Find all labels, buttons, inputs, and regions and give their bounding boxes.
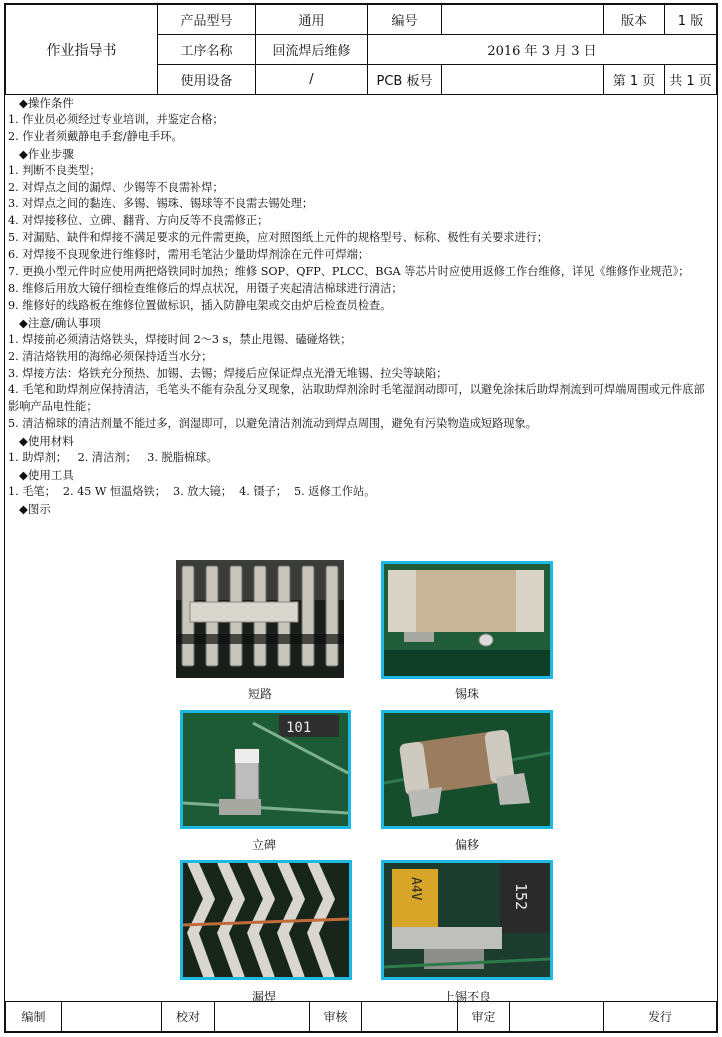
figure-tombstone-photo: [180, 710, 351, 829]
issue-label: 发行: [604, 1002, 717, 1032]
figure-missing-solder-photo: [180, 860, 352, 980]
step-item: 1. 判断不良类型；: [8, 163, 101, 177]
notes-title: ◆注意/确认事项: [19, 315, 101, 330]
pcb-value: [442, 65, 604, 95]
note-item: 4. 毛笔和助焊剂应保持清洁，毛笔头不能有杂乱分叉现象，沾取助焊剂涂时毛笔湿润动即可，以避免涂抹后助焊剂流到可焊端周围或元件底部影响产品电性能；: [8, 383, 705, 414]
page-total: 共 1 页: [665, 65, 717, 95]
step-item: 9. 维修好的线路板在维修位置做标识，插入防静电架或交由炉后检查员检查。: [8, 298, 392, 312]
materials-list: 1. 助焊剂； 2. 清洁剂； 3. 脱脂棉球。: [8, 451, 218, 465]
condition-item: 1. 作业员必须经过专业培训，并鉴定合格；: [8, 112, 224, 126]
figure-solder-ball-photo: [381, 561, 553, 679]
number-label: 编号: [368, 5, 442, 35]
review-value: [362, 1002, 458, 1032]
process-value: 回流焊后维修: [256, 35, 368, 65]
instruction-body: [5, 95, 716, 1004]
figure-caption: 上锡不良: [442, 990, 491, 1004]
figure-short-circuit-photo: [176, 560, 344, 678]
document-frame: [4, 3, 718, 1033]
step-item: 6. 对焊接不良现象进行维修时，需用毛笔沾少量助焊剂涂在元件可焊端；: [8, 248, 370, 262]
steps-title: ◆作业步骤: [19, 146, 74, 161]
note-item: 5. 清洁棉球的清洁剂量不能过多，润湿即可，以避免清洁剂流动到焊点周围，避免有污染物造成短路现象。: [8, 417, 537, 431]
step-item: 7. 更换小型元件时应使用两把烙铁同时加热；维修 SOP、QFP、PLCC、BGA 等芯片时应使用返修工作台维修，详见《维修作业规范》；: [8, 265, 690, 279]
review-label: 审核: [310, 1002, 362, 1032]
step-item: 5. 对漏贴、缺件和焊接不满足要求的元件需更换，应对照图纸上元件的规格型号、标称、极性有关要求进行；: [8, 231, 549, 245]
tools-list: 1. 毛笔； 2. 45 W 恒温烙铁； 3. 放大镜； 4. 镊子； 5. 返修工作站。: [8, 484, 376, 498]
check-label: 校对: [162, 1002, 215, 1032]
figure-caption: 锡珠: [454, 687, 479, 701]
figure-caption: 立碑: [251, 838, 276, 852]
process-label: 工序名称: [158, 35, 256, 65]
figure-offset-photo: [381, 710, 553, 829]
page-current: 第 1 页: [604, 65, 665, 95]
approve-value: [510, 1002, 604, 1032]
figure-caption: 漏焊: [251, 990, 276, 1004]
approve-label: 审定: [458, 1002, 510, 1032]
skew-marking-2: 152: [512, 883, 530, 911]
figure-caption: 短路: [247, 687, 272, 701]
solder-ball-illustration: [384, 564, 550, 676]
header-table: [5, 4, 717, 95]
step-item: 3. 对焊点之间的黏连、多锡、锡珠、锡球等不良需去锡处理；: [8, 197, 314, 211]
figures-title: ◆图示: [19, 501, 51, 516]
pcb-label: PCB 板号: [368, 65, 442, 95]
model-value: 通用: [256, 5, 368, 35]
missing-solder-illustration: [183, 863, 349, 977]
step-item: 8. 维修后用放大镜仔细检查维修后的焊点状况，用镊子夹起清洁棉球进行清洁；: [8, 281, 403, 295]
step-item: 2. 对焊点之间的漏焊、少锡等不良需补焊；: [8, 180, 224, 194]
conditions-title: ◆操作条件: [19, 96, 74, 110]
approval-table: [5, 1001, 717, 1032]
version-label: 版本: [604, 5, 665, 35]
offset-illustration: [384, 713, 550, 826]
step-item: 4. 对焊接移位、立碑、翻背、方向反等不良需修正；: [8, 214, 269, 228]
condition-item: 2. 作业者须戴静电手套/静电手环。: [8, 129, 183, 143]
poor-tinning-illustration: [384, 863, 550, 977]
materials-title: ◆使用材料: [19, 434, 74, 449]
tombstone-illustration: [183, 713, 348, 826]
skew-marking: A4V: [408, 877, 423, 901]
date-value: 2016 年 3 月 3 日: [368, 35, 717, 65]
note-item: 2. 清洁烙铁用的海绵必须保持适当水分；: [8, 349, 213, 363]
compile-label: 编制: [6, 1002, 62, 1032]
equipment-value: /: [256, 65, 368, 95]
figure-poor-tinning-photo: [381, 860, 553, 980]
compile-value: [62, 1002, 162, 1032]
check-value: [215, 1002, 310, 1032]
equipment-label: 使用设备: [158, 65, 256, 95]
doc-title: 作业指导书: [6, 5, 158, 95]
number-value: [442, 5, 604, 35]
tombstone-marking: 101: [286, 720, 312, 736]
note-item: 3. 焊接方法：烙铁充分预热、加锡、去锡；焊接后应保证焊点光滑无堆锡、拉尖等缺陷；: [8, 366, 448, 380]
figure-caption: 偏移: [454, 838, 479, 852]
short-circuit-illustration: [176, 560, 344, 678]
note-item: 1. 焊接前必须清洁烙铁头，焊接时间 2～3 s，禁止甩锡、磕碰烙铁；: [8, 332, 352, 346]
tools-title: ◆使用工具: [19, 467, 74, 482]
version-value: 1 版: [665, 5, 717, 35]
model-label: 产品型号: [158, 5, 256, 35]
